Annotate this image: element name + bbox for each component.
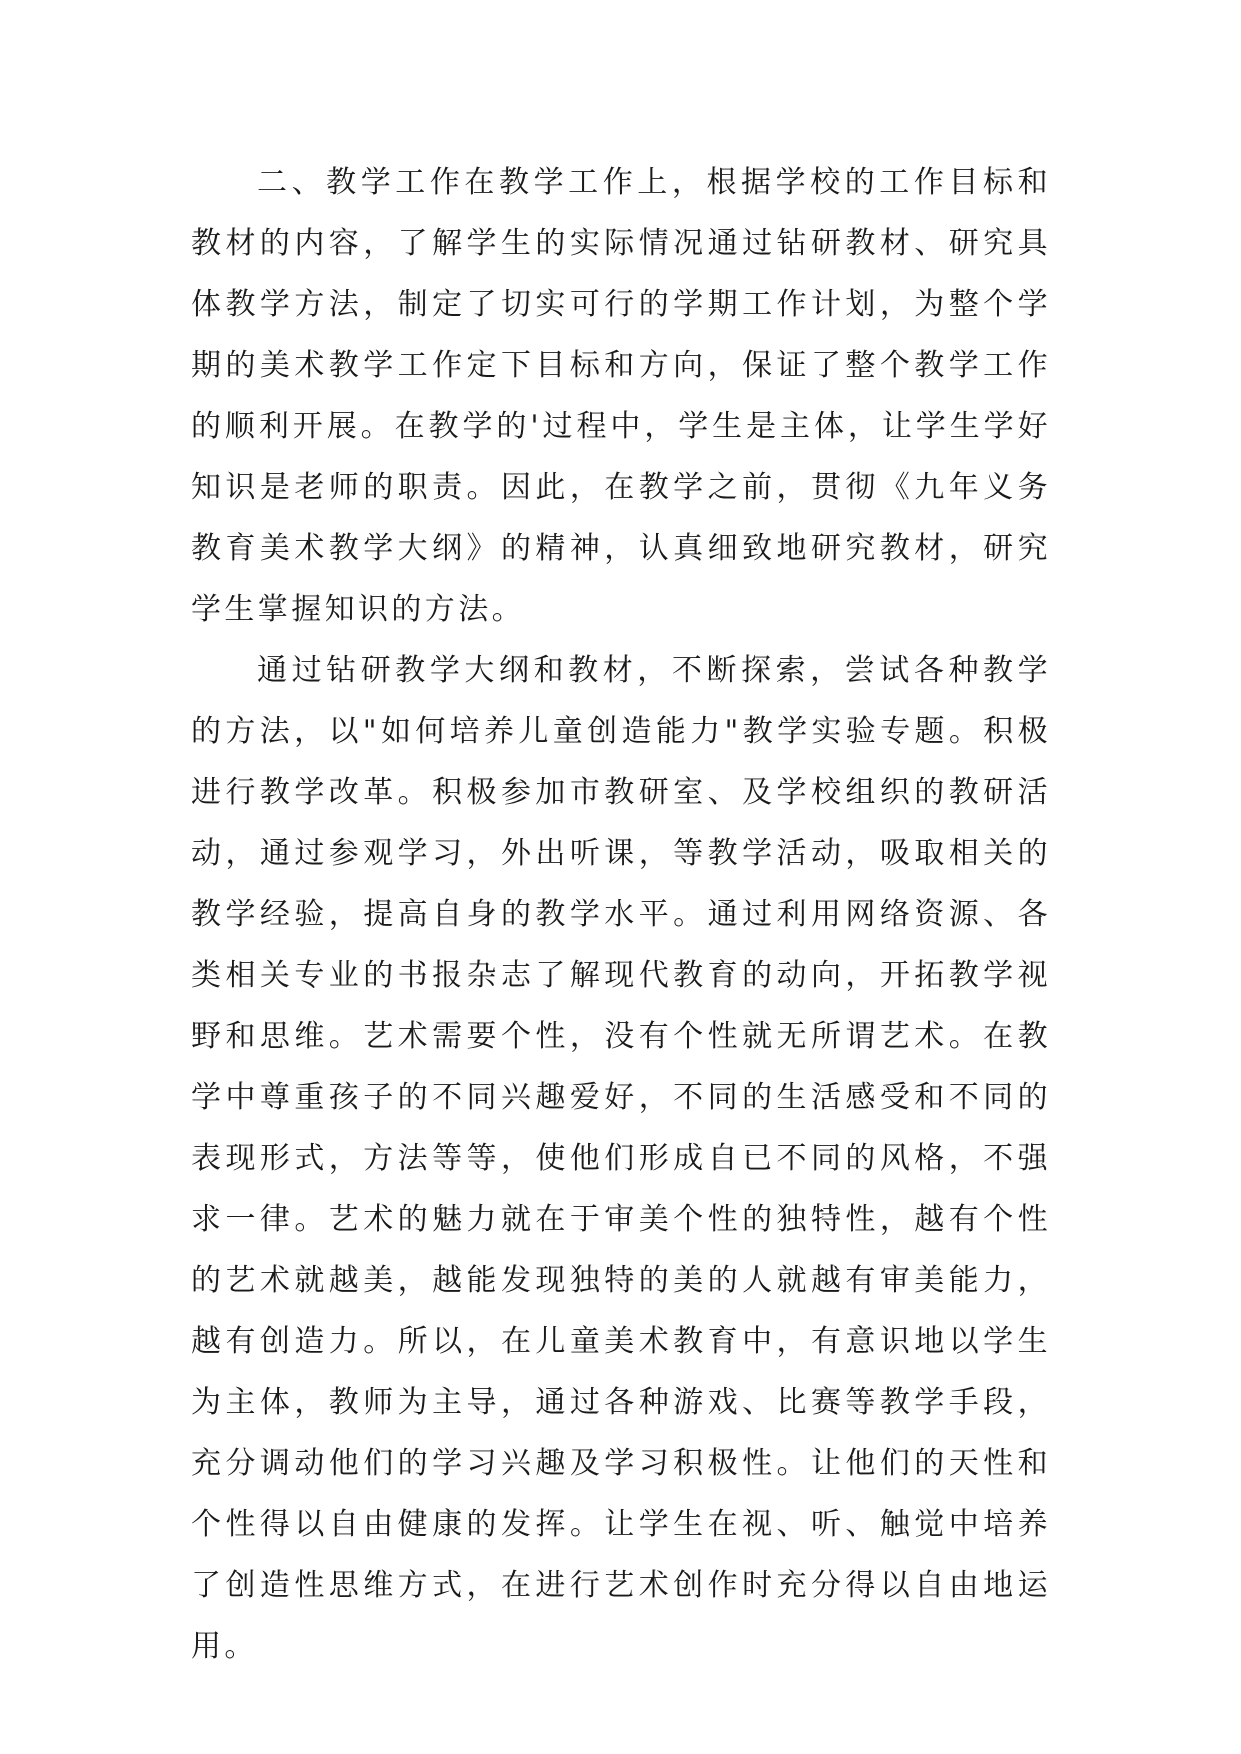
paragraph-teaching-methods: 通过钻研教学大纲和教材，不断探索，尝试各种教学的方法，以"如何培养儿童创造能力"教学实验专题。积极进行教学改革。积极参加市教研室、及学校组织的教研活动，通过参观学习，外出听课，等教学活动，吸取相关的教学经验，提高自身的教学水平。通过利用网络资源、各类相关专业的书报杂志了解现代教育的动向，开拓教学视野和思维。艺术需要个性，没有个性就无所谓艺术。在教学中尊重孩子的不同兴趣爱好，不同的生活感受和不同的表现形式，方法等等，使他们形成自已不同的风格，不强求一律。艺术的魅力就在于审美个性的独特性，越有个性的艺术就越美，越能发现独特的美的人就越有审美能力，越有创造力。所以，在儿童美术教育中，有意识地以学生为主体，教师为主导，通过各种游戏、比赛等教学手段，充分调动他们的学习兴趣及学习积极性。让他们的天性和个性得以自由健康的发挥。让学生在视、听、触觉中培养了创造性思维方式，在进行艺术创作时充分得以自由地运用。	[191, 653, 1051, 1664]
document-body	[191, 152, 1051, 1677]
paragraph-teaching-work: 二、教学工作在教学工作上，根据学校的工作目标和教材的内容，了解学生的实际情况通过钻研教材、研究具体教学方法，制定了切实可行的学期工作计划，为整个学期的美术教学工作定下目标和方向，保证了整个教学工作的顺利开展。在教学的'过程中，学生是主体，让学生学好知识是老师的职责。因此，在教学之前，贯彻《九年义务教育美术教学大纲》的精神，认真细致地研究教材，研究学生掌握知识的方法。	[191, 165, 1051, 627]
